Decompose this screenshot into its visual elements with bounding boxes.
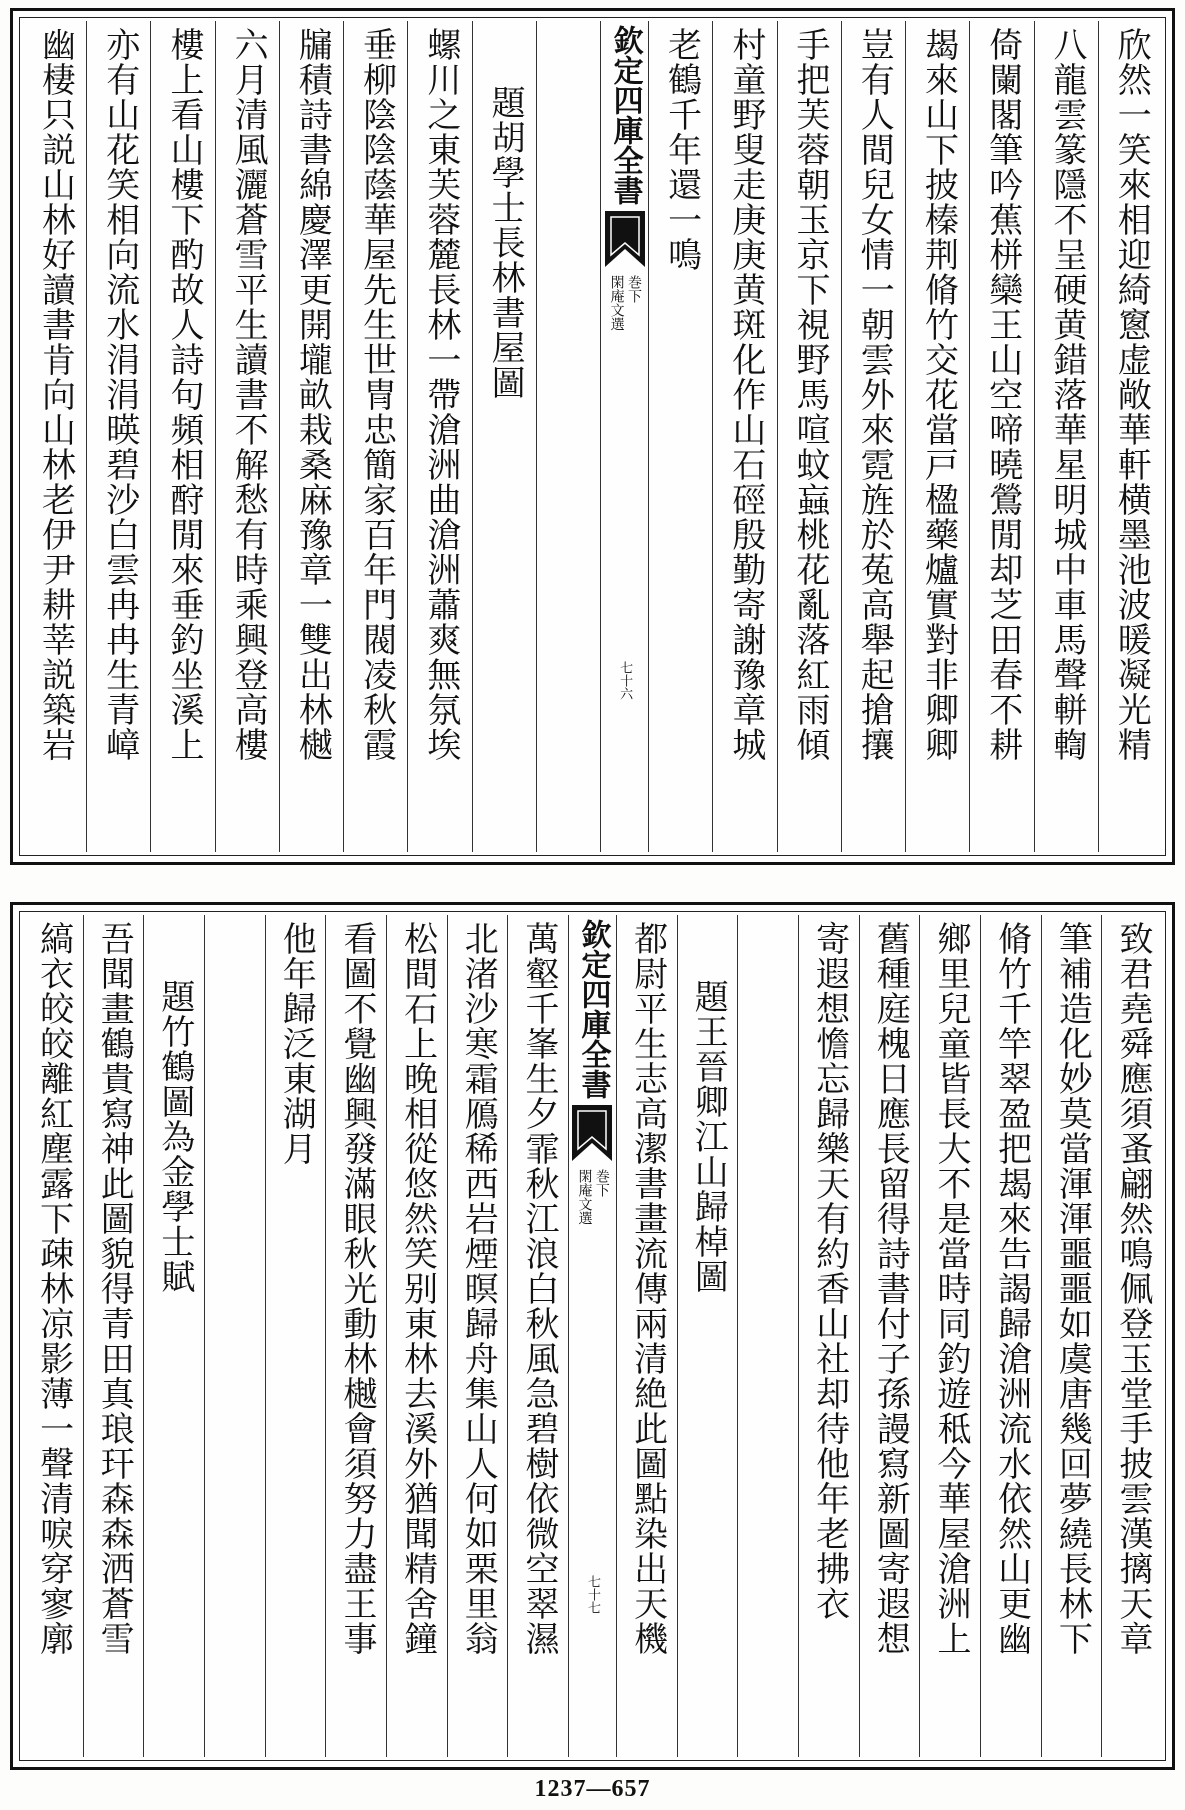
text-column [841,21,905,852]
leaf-number: 七十六 [617,661,633,700]
volume-label: 巻下 [626,275,643,303]
bottom-page-frame [10,902,1175,1770]
poem-title: 題竹鶴圖為金學士賦 [154,979,195,1294]
column-text: 村童野叟走庚庚黄斑化作山石硜殷勤寄謝豫章城 [725,27,766,762]
column-text: 看圖不覺幽興發滿眼秋光動林樾會須努力盡王事 [336,921,377,1656]
text-column [343,21,407,852]
column-text: 亦有山花笑相向流水涓涓暎碧沙白雲冉冉生青嶂 [99,27,140,762]
column-text: 吾聞畫鶴貴寫神此圖貌得青田真琅玕森森洒蒼雪 [94,921,135,1656]
text-column [919,915,980,1757]
column-text: 牖積詩書綿慶澤更開壠畝栽桑麻豫章一雙出林樾 [292,27,333,762]
column-text: 樓上看山樓下酌故人詩句頻相酧閒來垂釣坐溪上 [163,27,204,762]
column-text: 幽棲只説山林好讀書肯向山林老伊尹耕莘説築岩 [35,27,76,762]
column-text: 松間石上晚相從悠然笑别東林去溪外猶聞精舍鐘 [397,921,438,1656]
column-text: 欣然一笑來相迎綺窻虚敞華軒横墨池波暖凝光精 [1111,27,1152,762]
column-text: 北渚沙寒霜鴈稀西岩煙暝歸舟集山人何如栗里翁 [458,921,499,1656]
book-title: 欽定四庫全書 [575,919,611,1099]
page-code: 1237—657 [534,1776,651,1802]
poem-title: 題王晉卿江山歸棹圖 [688,979,729,1294]
column-text: 倚闌閣筆吟蕉栟欒王山空啼曉鶯閒却芝田春不耕 [982,27,1023,762]
text-column [386,915,447,1757]
text-column [969,21,1033,852]
column-text: 六月清風灑蒼雪平生讀書不解愁有時乘興登高樓 [228,27,269,762]
column-text: 垂柳陰陰蔭華屋先生世冑忠簡家百年門閥凌秋霞 [356,27,397,762]
leaf-number: 七十七 [584,1575,600,1614]
text-column [1034,21,1098,852]
collection-name: 閑庵文選 [576,1169,593,1225]
text-column [1041,915,1102,1757]
text-column [83,915,144,1757]
collection-info [608,267,641,331]
column-text: 朅來山下披榛荆脩竹交花當戸楹藥爐實對非卿卿 [918,27,959,762]
top-page-frame [10,8,1175,865]
column-text: 八龍雲篆隱不呈硬黄錯落華星明城中車馬聲軿輷 [1046,27,1087,762]
book-title: 欽定四庫全書 [607,25,643,205]
bottom-page-columns [23,915,1162,1757]
column-text: 寄遐想憺忘歸樂天有約香山社却待他年老拂衣 [809,921,850,1621]
collection-info [576,1161,609,1225]
text-column [980,915,1041,1757]
fish-tail-ornament [605,211,645,267]
poem-title-column [143,915,204,1757]
text-column [279,21,343,852]
text-column [86,21,150,852]
text-column [712,21,776,852]
column-text: 筆補造化妙莫當渾渾噩噩如虞唐幾回夢繞長林下 [1052,921,1093,1656]
text-column [905,21,969,852]
text-column [859,915,920,1757]
text-column [798,915,859,1757]
column-text: 萬壑千峯生夕霏秋江浪白秋風急碧樹依微空翠濕 [518,921,559,1656]
column-text: 豈有人間兒女情一朝雲外來霓旌於菟高舉起搶攘 [854,27,895,762]
text-column [215,21,279,852]
volume-label: 巻下 [593,1169,610,1197]
text-column [777,21,841,852]
column-text: 鄉里兒童皆長大不是當時同釣遊秪今華屋滄洲上 [930,921,971,1656]
fish-tail-ornament [572,1105,612,1161]
center-spine [600,21,648,852]
column-text: 致君堯舜應須蚤翩然鳴佩登玉堂手披雲漢摛天章 [1113,921,1153,1656]
text-column [265,915,326,1757]
text-column [1098,21,1162,852]
text-column [536,21,600,852]
text-column [1101,915,1162,1757]
column-text: 脩竹千竿翠盈把朅來告謁歸滄洲流水依然山更幽 [991,921,1032,1656]
text-column [407,21,471,852]
text-column [23,21,86,852]
column-text: 老鶴千年還一鳴 [661,27,702,272]
column-text: 手把芙蓉朝玉京下視野馬喧蚊蝱桃花亂落紅雨傾 [790,27,831,762]
text-column [507,915,568,1757]
column-text: 螺川之東芙蓉麓長林一帶滄洲曲滄洲蕭爽無氛埃 [420,27,461,762]
text-column [737,915,798,1757]
column-text: 縞衣皎皎離紅塵露下疎林凉影薄一聲清唳穿寥廓 [33,921,74,1656]
text-column [150,21,214,852]
text-column [23,915,83,1757]
column-text: 舊種庭槐日應長留得詩書付子孫謾寫新圖寄遐想 [870,921,911,1656]
text-column [616,915,677,1757]
column-text: 都尉平生志高潔書畫流傳兩清絶此圖點染出天機 [627,921,668,1656]
poem-title: 題胡學士長林書屋圖 [485,85,526,400]
text-column [447,915,508,1757]
collection-name: 閑庵文選 [608,275,625,331]
text-column [204,915,265,1757]
text-column [325,915,386,1757]
poem-title-column [677,915,738,1757]
poem-title-column [472,21,536,852]
top-page-columns [23,21,1162,852]
column-text: 他年歸泛東湖月 [276,921,317,1166]
text-column [648,21,712,852]
center-spine [568,915,616,1757]
